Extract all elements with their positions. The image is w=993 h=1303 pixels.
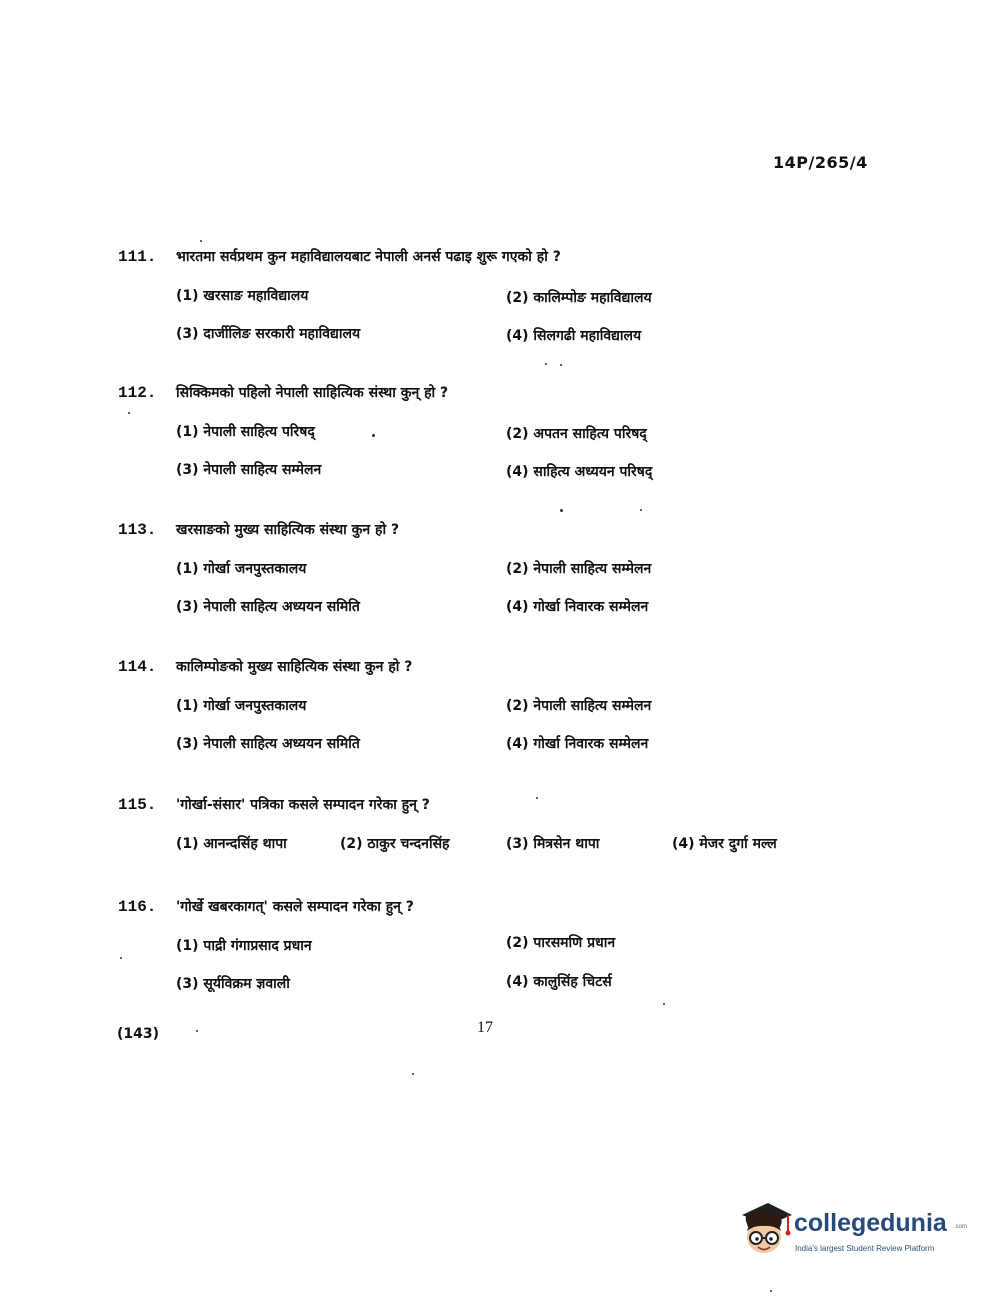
option-1: (1) आनन्दसिंह थापा [176, 836, 287, 852]
option-3: (3) मित्रसेन थापा [506, 836, 600, 852]
question-number: 112. [118, 384, 157, 402]
option-4: (4) साहित्य अध्ययन परिषद् [506, 464, 653, 480]
page-number: 17 [477, 1019, 493, 1036]
option-2: (2) कालिम्पोङ महाविद्यालय [506, 290, 652, 306]
option-3: (3) नेपाली साहित्य सम्मेलन [176, 462, 322, 478]
scan-speck [545, 363, 547, 365]
scan-speck [770, 1290, 772, 1292]
question-number: 111. [118, 248, 157, 266]
question-number: 114. [118, 658, 157, 676]
option-2: (2) ठाकुर चन्दनसिंह [340, 836, 450, 852]
option-1: (1) गोर्खा जनपुस्तकालय [176, 698, 307, 714]
option-4: (4) कालुसिंह चिटर्स [506, 974, 612, 990]
scan-speck [560, 364, 562, 366]
question-text: भारतमा सर्वप्रथम कुन महाविद्यालयबाट नेपाली अनर्स पढाइ शुरू गएको हो ? [176, 249, 561, 265]
footer-code: (143) [117, 1026, 160, 1042]
scan-speck [640, 509, 642, 511]
option-3: (3) सूर्यविक्रम ज्ञवाली [176, 976, 290, 992]
option-1: (1) पाद्री गंगाप्रसाद प्रधान [176, 938, 312, 954]
option-1: (1) नेपाली साहित्य परिषद् [176, 424, 315, 440]
scan-speck [128, 412, 130, 414]
option-4: (4) मेजर दुर्गा मल्ल [672, 836, 777, 852]
question-text: कालिम्पोङको मुख्य साहित्यिक संस्था कुन हो ? [176, 659, 413, 675]
option-4: (4) सिलगढी महाविद्यालय [506, 328, 642, 344]
option-4: (4) गोर्खा निवारक सम्मेलन [506, 736, 649, 752]
scan-speck [412, 1073, 414, 1075]
scan-speck [663, 1003, 665, 1005]
logo-tagline: India's largest Student Review Platform [795, 1244, 935, 1253]
question-text: खरसाङको मुख्य साहित्यिक संस्था कुन हो ? [176, 522, 400, 538]
option-1: (1) गोर्खा जनपुस्तकालय [176, 561, 307, 577]
scan-speck [196, 1030, 198, 1032]
option-2: (2) नेपाली साहित्य सम्मेलन [506, 561, 652, 577]
option-3: (3) नेपाली साहित्य अध्ययन समिति [176, 599, 360, 615]
logo-wordmark: collegedunia [794, 1209, 947, 1237]
option-3: (3) दार्जीलिङ सरकारी महाविद्यालय [176, 326, 361, 342]
option-2: (2) पारसमणि प्रधान [506, 935, 616, 951]
question-number: 113. [118, 521, 157, 539]
scan-speck [536, 797, 538, 799]
option-3: (3) नेपाली साहित्य अध्ययन समिति [176, 736, 360, 752]
scan-speck [120, 957, 122, 959]
option-2: (2) अपतन साहित्य परिषद् [506, 426, 647, 442]
scan-speck [372, 434, 375, 437]
scan-speck [200, 240, 202, 242]
option-4: (4) गोर्खा निवारक सम्मेलन [506, 599, 649, 615]
mascot-icon [738, 1197, 794, 1259]
collegedunia-logo [738, 1197, 968, 1267]
paper-code: 14P/265/4 [773, 153, 868, 172]
option-1: (1) खरसाङ महाविद्यालय [176, 288, 309, 304]
question-number: 116. [118, 898, 157, 916]
question-text: सिक्किमको पहिलो नेपाली साहित्यिक संस्था कुन् हो ? [176, 385, 449, 401]
question-number: 115. [118, 796, 157, 814]
logo-domain: .com [954, 1224, 968, 1230]
scan-speck [560, 509, 563, 512]
option-2: (2) नेपाली साहित्य सम्मेलन [506, 698, 652, 714]
question-text: 'गोर्खे खबरकागत्' कसले सम्पादन गरेका हुन् ? [176, 899, 414, 915]
question-text: 'गोर्खा-संसार' पत्रिका कसले सम्पादन गरेका हुन् ? [176, 797, 430, 813]
